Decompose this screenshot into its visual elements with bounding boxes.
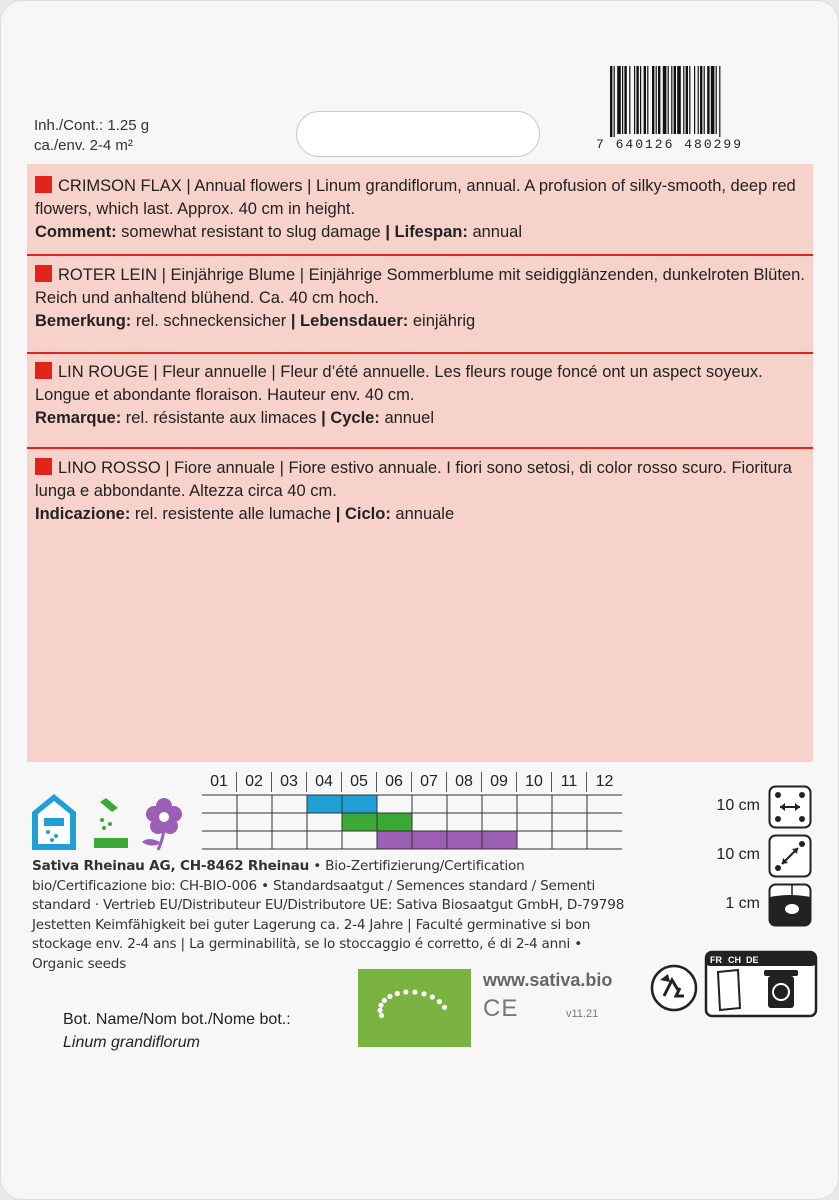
- lifespan-value: annuale: [390, 505, 455, 523]
- barcode-bar: [624, 66, 626, 134]
- eu-star-icon: [379, 1013, 384, 1018]
- eu-organic-logo: [358, 969, 471, 1047]
- eu-star-icon: [382, 998, 387, 1003]
- month-01: 01: [202, 772, 237, 792]
- eu-star-icon: [403, 989, 408, 994]
- certification-text: • Bio-Zertifizierung/Certification bio/Certificazione bio: CH-BIO-006 • Standardsaatgut / Semences standard / Sementi standard · Vertrieb EU/Distributeur EU/Distributore UE: Sativa Biosaatgut GmbH, D-79798 Jestetten Keimfähigkeit bei guter Lagerung ca. 2-4 Jahre | Faculté germinative si bon stockage env. 2-4 ans | La germinabilità, se lo stoccaggio é corretto, é di 2-4 anni • Organic seeds: [32, 858, 625, 972]
- contents-info: [34, 116, 149, 156]
- comment-label: Bemerkung:: [35, 312, 132, 330]
- bot-name: Linum grandiflorum: [63, 1034, 200, 1051]
- divider: [27, 447, 813, 449]
- company-name: Sativa Rheinau AG, CH-8462 Rheinau: [32, 858, 310, 874]
- month-11: 11: [552, 772, 587, 792]
- red-square-icon: [35, 265, 52, 282]
- planting-cell: [377, 813, 412, 831]
- sowing-cell: [307, 795, 342, 813]
- eu-star-icon: [442, 1005, 447, 1010]
- eu-star-icon: [421, 991, 426, 996]
- flowering-cell: [447, 831, 482, 849]
- plant-spacing-value: 10 cm: [716, 846, 760, 863]
- barcode-bar: [629, 66, 630, 134]
- greenhouse-icon: [32, 794, 76, 850]
- description-text: LINO ROSSO | Fiore annuale | Fiore estivo annuale. I fiori sono setosi, di color rosso scuro. Fioritura lunga e abbondante. Altezza circa 40 cm.: [35, 459, 792, 500]
- lifespan-label: | Lebensdauer:: [290, 312, 409, 330]
- month-08: 08: [447, 772, 482, 792]
- description-text: LIN ROUGE | Fleur annuelle | Fleur d’été annuelle. Les fleurs rouge foncé ont un aspect soyeux. Longue et abondante floraison. Hauteur env. 40 cm.: [35, 363, 763, 404]
- barcode-bar: [610, 66, 612, 138]
- description-en: [35, 175, 805, 244]
- month-10: 10: [517, 772, 552, 792]
- divider: [27, 254, 813, 256]
- month-07: 07: [412, 772, 447, 792]
- barcode-bar: [614, 66, 615, 138]
- red-square-icon: [35, 176, 52, 193]
- company-info: [32, 857, 632, 974]
- eu-star-icon: [412, 989, 417, 994]
- plant-spacing-icon: [768, 834, 812, 878]
- row-spacing-icon: [768, 785, 812, 829]
- recycling-info: [648, 950, 818, 1018]
- barcode-bar: [694, 66, 695, 134]
- month-12: 12: [595, 773, 614, 790]
- barcode-bar: [674, 66, 676, 134]
- sowing-depth-value: 1 cm: [725, 895, 760, 912]
- planting-cell: [342, 813, 377, 831]
- divider: [27, 352, 813, 354]
- month-06: 06: [377, 772, 412, 792]
- barcode-bar: [656, 66, 657, 134]
- botanical-name-block: [63, 1008, 291, 1054]
- description-de: [35, 264, 805, 333]
- planting-icon: [94, 798, 128, 848]
- barcode-bar: [698, 66, 699, 134]
- red-square-icon: [35, 458, 52, 475]
- month-04: 04: [307, 772, 342, 792]
- comment-value: rel. resistente alle lumache: [130, 505, 336, 523]
- bot-name-label: Bot. Name/Nom bot./Nome bot.:: [63, 1011, 291, 1028]
- recycle-icon: [652, 966, 696, 1010]
- barcode-bar: [617, 66, 621, 134]
- comment-label: Comment:: [35, 223, 117, 241]
- activity-icons: [30, 792, 195, 852]
- area-line: ca./env. 2-4 m²: [34, 137, 133, 154]
- barcode-bar: [689, 66, 690, 134]
- lifespan-label: | Ciclo:: [335, 505, 391, 523]
- barcode-bar: [634, 66, 635, 134]
- country-ch: CH: [728, 955, 741, 965]
- description-fr: [35, 361, 805, 430]
- comment-label: Indicazione:: [35, 505, 131, 523]
- flowering-cell: [377, 831, 412, 849]
- barcode-bar: [686, 66, 688, 134]
- calendar-grid: [202, 792, 622, 852]
- barcode-bar: [663, 66, 667, 134]
- description-text: CRIMSON FLAX | Annual flowers | Linum grandiflorum, annual. A profusion of silky-smooth, deep red flowers, which last. Approx. 40 cm in height.: [35, 177, 796, 218]
- comment-value: rel. résistante aux limaces: [121, 409, 322, 427]
- barcode-number: 7 640126 480299: [596, 137, 776, 152]
- barcode-bar: [711, 66, 715, 134]
- lifespan-label: | Lifespan:: [385, 223, 468, 241]
- country-de: DE: [746, 955, 759, 965]
- description-it: [35, 457, 805, 526]
- lifespan-value: einjährig: [408, 312, 476, 330]
- month-05: 05: [342, 772, 377, 792]
- flowering-cell: [482, 831, 517, 849]
- eu-star-icon: [430, 994, 435, 999]
- flowering-cell: [412, 831, 447, 849]
- row-spacing-value: 10 cm: [716, 797, 760, 814]
- lifespan-value: annuel: [379, 409, 434, 427]
- comment-value: somewhat resistant to slug damage: [116, 223, 386, 241]
- month-02: 02: [237, 772, 272, 792]
- barcode-bar: [636, 66, 638, 134]
- barcode-bar: [704, 66, 705, 134]
- ce-mark: CE: [483, 995, 519, 1022]
- barcode-bar: [683, 66, 684, 134]
- description-text: ROTER LEIN | Einjährige Blume | Einjährige Sommerblume mit seidigglänzenden, dunkelroten Blüten. Reich und anhaltend blühend. Ca. 40 cm hoch.: [35, 266, 805, 307]
- plant-spacing: [692, 834, 812, 878]
- sowing-depth: [692, 883, 812, 927]
- barcode-bar: [644, 66, 646, 134]
- row-spacing: [692, 785, 812, 829]
- version: v11.21: [566, 1008, 599, 1020]
- eu-star-icon: [378, 1003, 383, 1008]
- comment-value: rel. schneckensicher: [131, 312, 291, 330]
- hanger-slot: [296, 111, 540, 157]
- barcode-bar: [677, 66, 681, 134]
- eu-star-icon: [387, 994, 392, 999]
- barcode-bar: [647, 66, 648, 134]
- country-fr: FR: [710, 955, 722, 965]
- barcode-bar: [707, 66, 709, 134]
- barcode-bar: [622, 66, 623, 134]
- contents-line: Inh./Cont.: 1.25 g: [34, 117, 150, 134]
- month-03: 03: [272, 772, 307, 792]
- barcode-bar: [719, 66, 720, 138]
- description-panel: [27, 164, 813, 762]
- barcode-bar: [658, 66, 660, 134]
- website[interactable]: www.sativa.bio: [483, 970, 613, 990]
- sowing-depth-icon: [768, 883, 812, 927]
- barcode-bar: [668, 66, 669, 134]
- barcode-bar: [640, 66, 641, 134]
- lifespan-label: | Cycle:: [321, 409, 380, 427]
- barcode-bar: [671, 66, 672, 134]
- sowing-cell: [342, 795, 377, 813]
- red-square-icon: [35, 362, 52, 379]
- month-09: 09: [482, 772, 517, 792]
- eu-star-icon: [395, 991, 400, 996]
- eu-star-icon: [437, 999, 442, 1004]
- calendar-months: [202, 772, 622, 792]
- barcode-bar: [652, 66, 654, 134]
- packaging-icon: [706, 952, 816, 1016]
- lifespan-value: annual: [467, 223, 523, 241]
- sowing-calendar: [202, 772, 622, 852]
- comment-label: Remarque:: [35, 409, 122, 427]
- barcode-bar: [716, 66, 717, 134]
- eu-star-icon: [377, 1008, 382, 1013]
- flower-icon: [142, 798, 182, 850]
- barcode-bar: [700, 66, 702, 134]
